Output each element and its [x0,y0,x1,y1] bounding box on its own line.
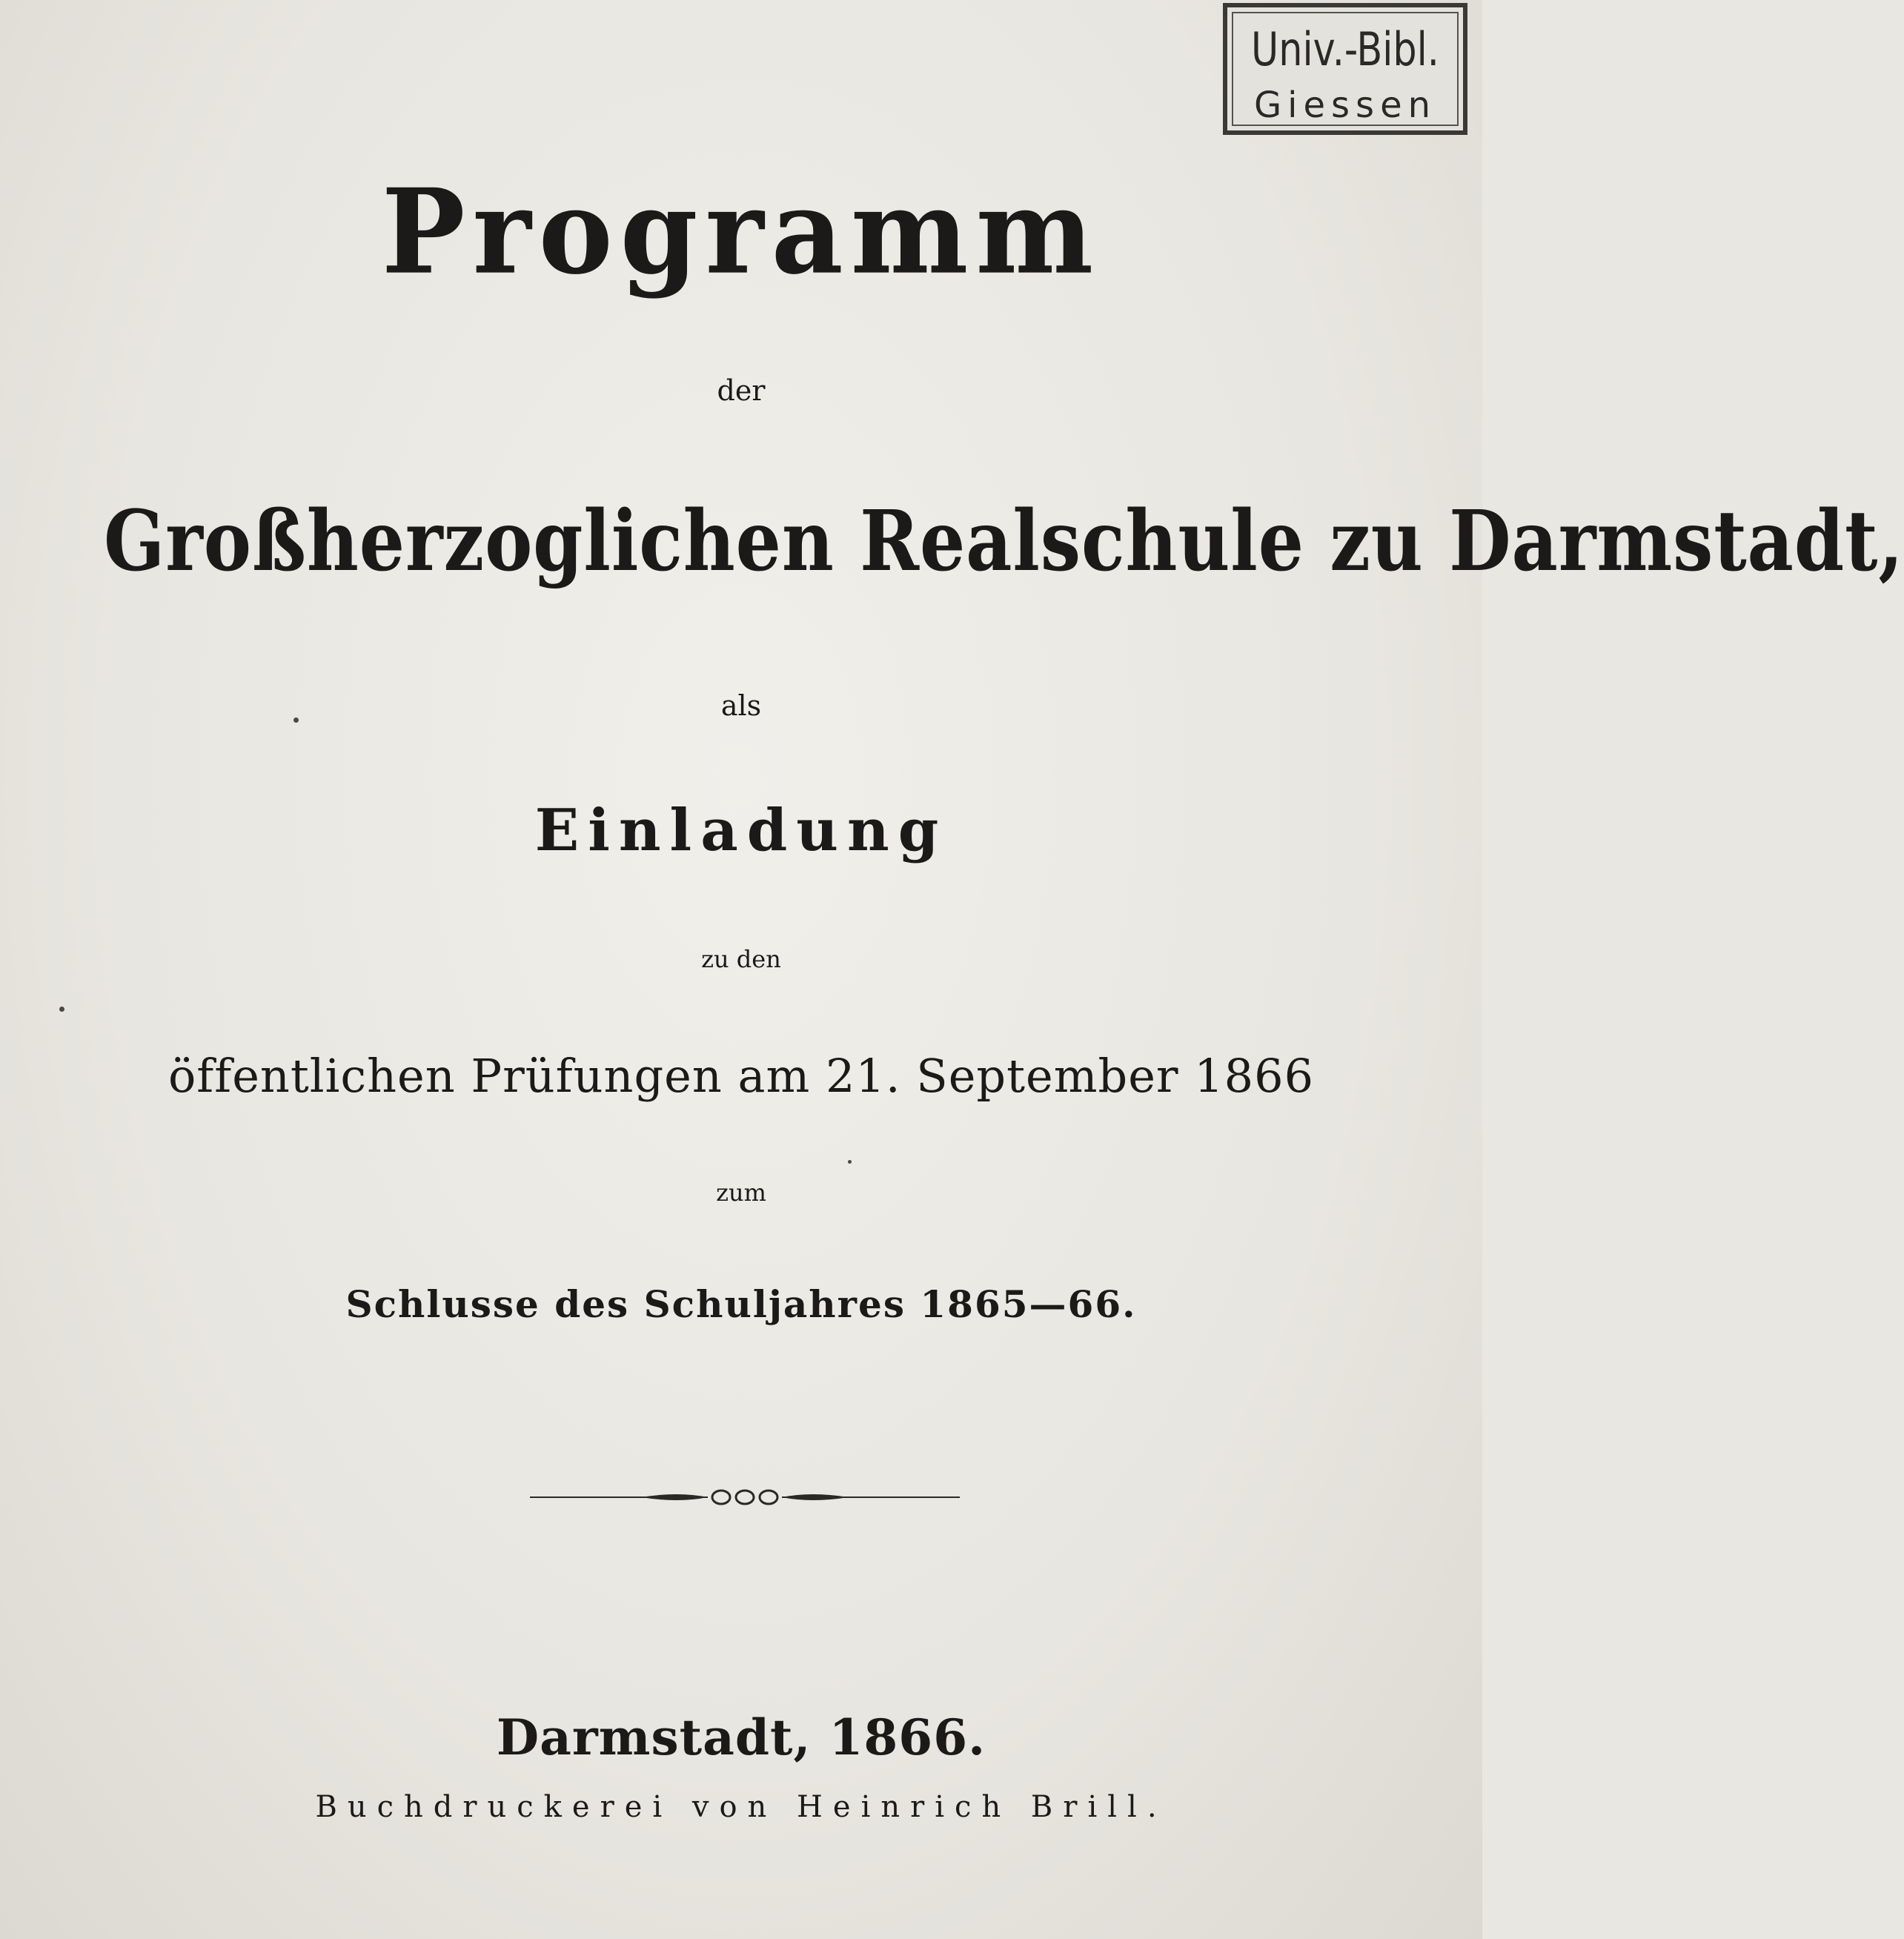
exam-line: öffentlichen Prüfungen am 21. September 1866 [167,1049,1315,1103]
library-stamp [1223,3,1467,135]
school-year-line: Schlusse des Schuljahres 1865—66. [345,1282,1137,1326]
invitation-heading: Einladung [534,797,948,864]
connector-zum: zum [716,1179,766,1207]
stamp-line-library: Univ.-Bibl. [1251,22,1439,76]
ink-speck [293,717,299,723]
stamp-line-city: Giessen [1253,84,1437,126]
document-title: Programm [381,163,1101,301]
connector-der: der [717,374,766,407]
school-name: Großherzoglichen Realschule zu Darmstadt, [104,493,1904,590]
connector-zu-den: zu den [701,945,781,973]
ink-speck [848,1160,852,1164]
place-and-year: Darmstadt, 1866. [496,1708,986,1766]
ornament-divider [530,1482,960,1512]
connector-als: als [720,689,762,722]
printer-line: Buchdruckerei von Heinrich Brill. [315,1790,1167,1824]
ink-speck [59,1007,64,1012]
